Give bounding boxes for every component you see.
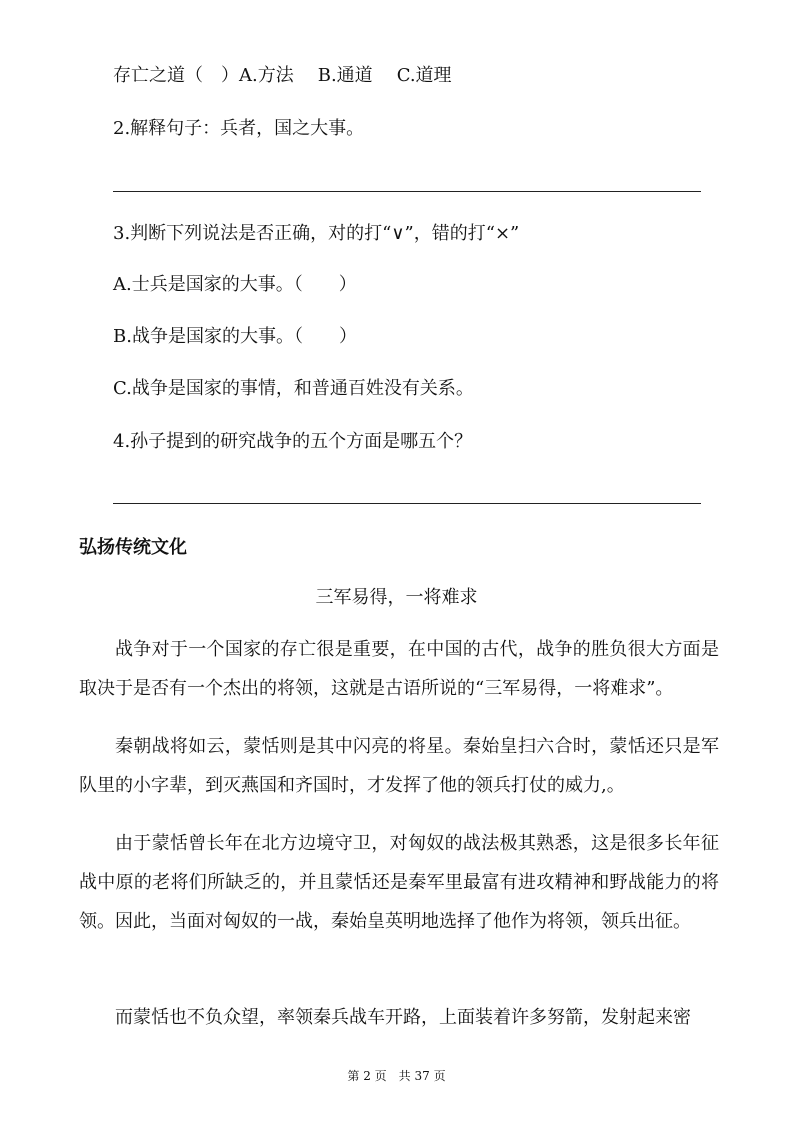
- paragraph-4: 而蒙恬也不负众望，率领秦兵战车开路，上面装着许多努箭，发射起来密: [115, 1007, 691, 1028]
- question-3: 3.判断下列说法是否正确，对的打“∨”，错的打“×”: [113, 223, 520, 244]
- page-footer: 第 2 页 共 37 页: [347, 1069, 446, 1083]
- option-c: C.道理: [396, 65, 452, 86]
- question-1-options: [113, 64, 452, 88]
- article-title: 三军易得，一将难求: [315, 587, 478, 608]
- question-2: 2.解释句子：兵者，国之大事。: [113, 118, 365, 139]
- question-3-item-b: B.战争是国家的大事。（ ）: [113, 326, 357, 347]
- option-a: A.方法: [239, 65, 294, 86]
- paragraph-1: 战争对于一个国家的存亡很是重要，在中国的古代，战争的胜负很大方面是取决于是否有一个杰出的将领，这就是古语所说的“三军易得，一将难求”。: [79, 639, 719, 699]
- paragraph-2: 秦朝战将如云，蒙恬则是其中闪亮的将星。秦始皇扫六合时，蒙恬还只是军队里的小字辈，到灭燕国和齐国时，才发挥了他的领兵打仗的威力,。: [79, 736, 719, 796]
- answer-line-q4: [113, 503, 701, 504]
- section-heading: 弘扬传统文化: [79, 537, 187, 558]
- question-3-item-c: C.战争是国家的事情，和普通百姓没有关系。: [113, 378, 474, 399]
- question-1-stem: 存亡之道（ ）: [113, 65, 239, 86]
- question-3-item-a: A.士兵是国家的大事。（ ）: [113, 274, 357, 295]
- paragraph-3: 由于蒙恬曾长年在北方边境守卫，对匈奴的战法极其熟悉，这是很多长年征战中原的老将们所缺乏的，并且蒙恬还是秦军里最富有进攻精神和野战能力的将领。因此，当面对匈奴的一战，秦始皇英明地选择了他作为将领，领兵出征。: [79, 833, 719, 932]
- question-4: 4.孙子提到的研究战争的五个方面是哪五个？: [113, 431, 473, 452]
- answer-line-q2: [113, 191, 701, 192]
- option-b: B.通道: [317, 65, 373, 86]
